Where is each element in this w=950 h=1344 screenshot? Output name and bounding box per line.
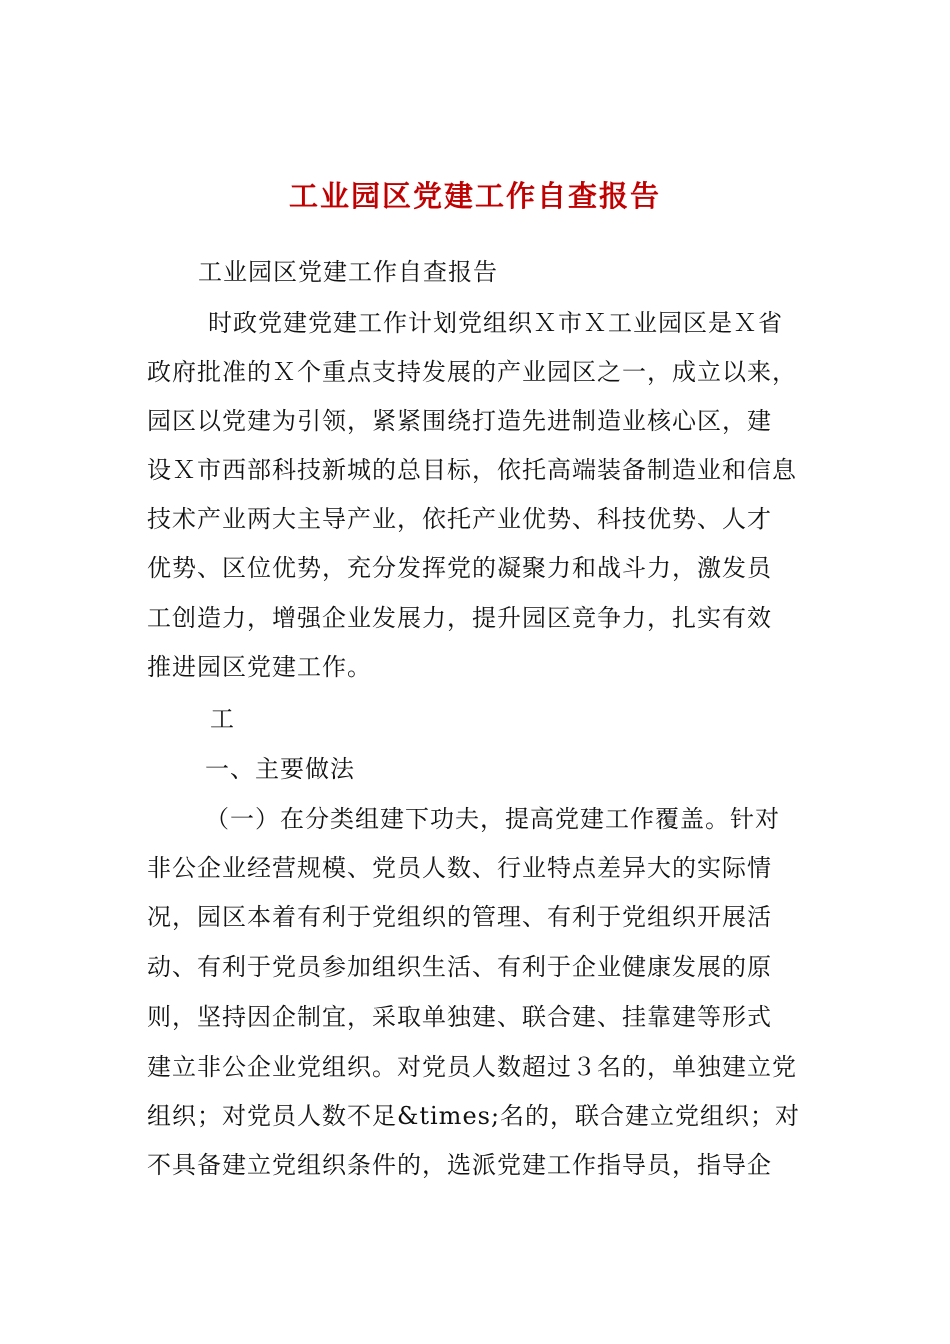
intro-line-3: 园区以党建为引领，紧紧围绕打造先进制造业核心区，建 xyxy=(147,407,772,435)
intro-line-5: 技术产业两大主导产业，依托产业优势、科技优势、人才 xyxy=(147,505,772,533)
section-heading: 一、主要做法 xyxy=(205,755,355,783)
intro-line-7: 工创造力，增强企业发展力，提升园区竞争力，扎实有效 xyxy=(147,604,772,632)
section-line-3: 况，园区本着有利于党组织的管理、有利于党组织开展活 xyxy=(147,903,772,931)
section-line-4: 动、有利于党员参加组织生活、有利于企业健康发展的原 xyxy=(147,953,772,981)
intro-line-6: 优势、区位优势，充分发挥党的凝聚力和战斗力，激发员 xyxy=(147,554,772,582)
section-line-2: 非公企业经营规模、党员人数、行业特点差异大的实际情 xyxy=(147,854,772,882)
intro-line-2: 政府批准的Ｘ个重点支持发展的产业园区之一，成立以来， xyxy=(147,358,797,386)
stray-character: 工 xyxy=(210,705,235,733)
intro-line-8: 推进园区党建工作。 xyxy=(147,653,372,681)
document-subtitle: 工业园区党建工作自查报告 xyxy=(198,258,498,286)
document-title: 工业园区党建工作自查报告 xyxy=(288,179,661,213)
intro-line-4: 设Ｘ市西部科技新城的总目标，依托高端装备制造业和信息 xyxy=(147,456,797,484)
section-line-7: 组织；对党员人数不足&times;名的，联合建立党组织；对 xyxy=(147,1102,801,1130)
section-line-1: （一）在分类组建下功夫，提高党建工作覆盖。针对 xyxy=(205,805,780,833)
section-line-8: 不具备建立党组织条件的，选派党建工作指导员，指导企 xyxy=(147,1151,772,1179)
section-line-6: 建立非公企业党组织。对党员人数超过３名的，单独建立党 xyxy=(147,1053,797,1081)
intro-line-1: 时政党建党建工作计划党组织Ｘ市Ｘ工业园区是Ｘ省 xyxy=(208,309,783,337)
section-line-5: 则，坚持因企制宜，采取单独建、联合建、挂靠建等形式 xyxy=(147,1003,772,1031)
